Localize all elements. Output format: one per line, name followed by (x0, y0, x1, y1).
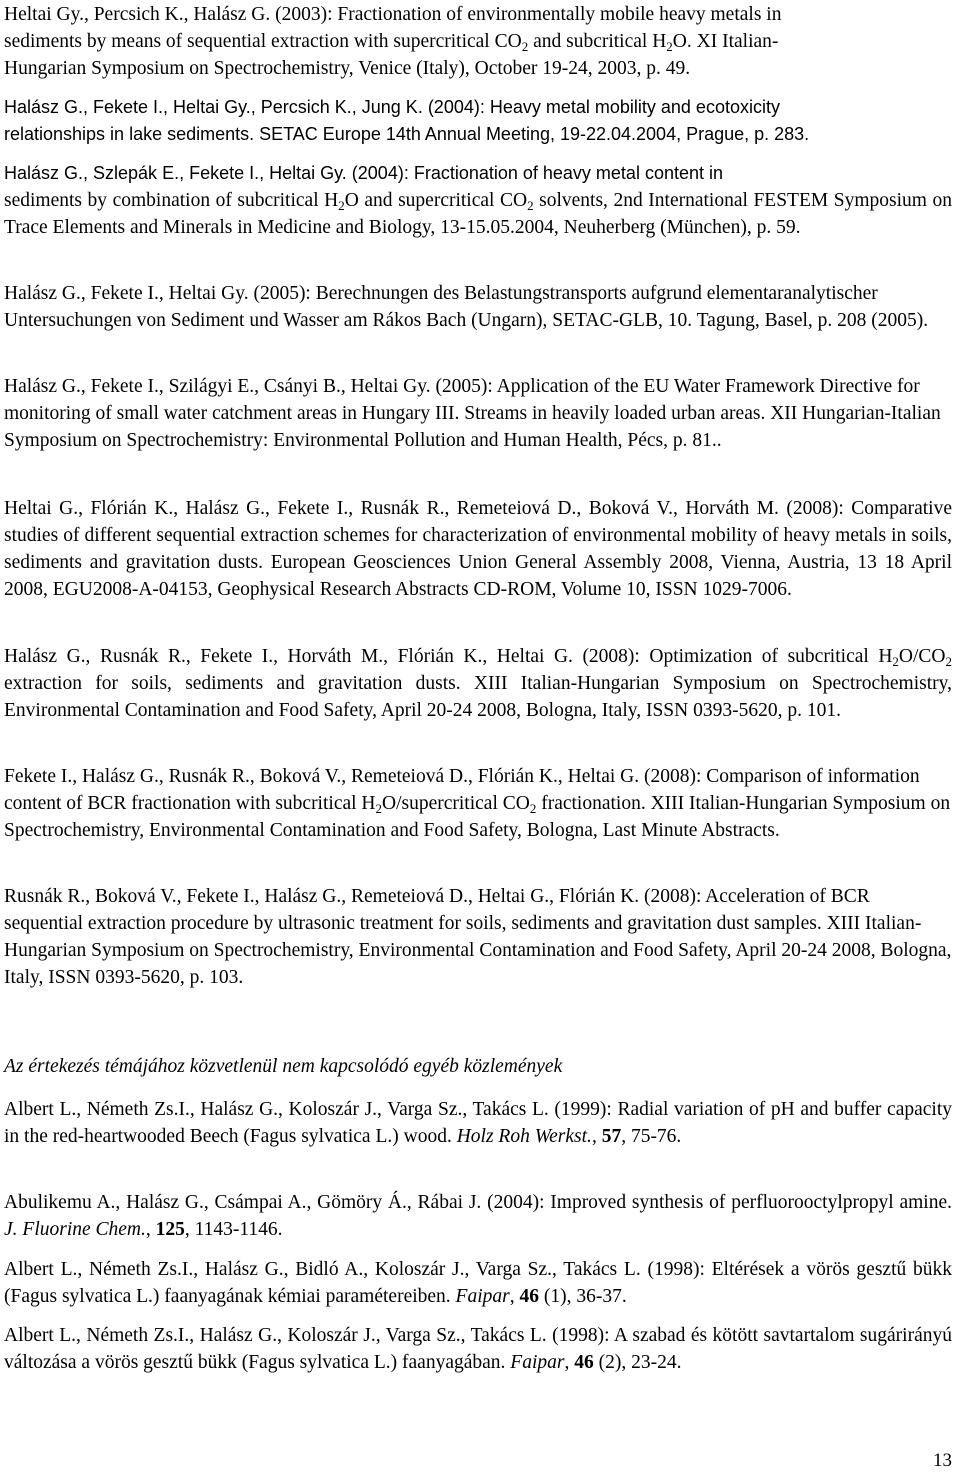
volume: 46 (519, 1286, 539, 1307)
volume: 125 (155, 1219, 185, 1240)
reference-entry (4, 495, 952, 603)
reference-entry (4, 1322, 952, 1376)
reference-entry (4, 883, 952, 991)
reference-text: Abulikemu A., Halász G., Csámpai A., Gömöry Á., Rábai J. (2004): Improved synthesis of perfluorooctylpropyl amine. J. Fluorine Chem., 125, 1143-1146. (4, 1192, 952, 1240)
reference-line: Hungarian Symposium on Spectrochemistry, Venice (Italy), October 19-24, 2003, p. 49. (4, 58, 691, 79)
journal-name: J. Fluorine Chem. (4, 1219, 146, 1240)
reference-entry (4, 160, 952, 241)
journal-name: Faipar (455, 1286, 510, 1307)
reference-line: sediments by means of sequential extraction with supercritical $CO_2$ and subcritical $H_2O$. XI Italian- (4, 31, 779, 54)
reference-text: Rusnák R., Boková V., Fekete I., Halász G., Remeteiová D., Heltai G., Flórián K. (2008): Acceleration of BCR sequential extraction procedure by ultrasonic treatment for soils, sediments and gravitation dust samples. XIII Italian-Hungarian Symposium on Spectrochemistry, Environmental Contamination and Food Safety, April 20-24 2008, Bologna, Italy, ISSN 0393-5620, p. 103. (4, 886, 952, 988)
reference-line: Halász G., Szlepák E., Fekete I., Heltai Gy. (2004): Fractionation of heavy metal content in (4, 163, 723, 183)
reference-entry (4, 1189, 952, 1243)
page-number: 13 (933, 1450, 952, 1471)
reference-entry (4, 643, 952, 724)
reference-line: Halász G., Fekete I., Heltai Gy., Percsich K., Jung K. (2004): Heavy metal mobility and ecotoxicity (4, 97, 780, 117)
reference-text: sediments by combination of subcritical $H_2O$ and supercritical $CO_2$ solvents, 2nd International FESTEM Symposium on Trace Elements and Minerals in Medicine and Biology, 13-15.05.2004, Neuherberg (München), p. 59. (4, 190, 952, 238)
reference-text: Albert L., Németh Zs.I., Halász G., Koloszár J., Varga Sz., Takács L. (1999): Radial variation of pH and buffer capacity in the red-heartwooded Beech (Fagus sylvatica L.) wood. Holz Roh Werkst., 57, 75-76. (4, 1099, 952, 1147)
reference-entry (4, 1096, 952, 1150)
reference-entry (4, 763, 952, 844)
journal-name: Holz Roh Werkst. (456, 1126, 592, 1147)
journal-name: Faipar (510, 1352, 565, 1373)
reference-entry (4, 373, 952, 454)
reference-entry (4, 280, 952, 334)
reference-text: Heltai G., Flórián K., Halász G., Fekete I., Rusnák R., Remeteiová D., Boková V., Horváth M. (2008): Comparative studies of different sequential extraction schemes for characterization of environmental mobility of heavy metals in soils, sediments and gravitation dusts. European Geosciences Union General Assembly 2008, Vienna, Austria, 13 18 April 2008, EGU2008-A-04153, Geophysical Research Abstracts CD-ROM, Volume 10, ISSN 1029-7006. (4, 498, 952, 600)
reference-text: Albert L., Németh Zs.I., Halász G., Koloszár J., Varga Sz., Takács L. (1998): A szabad és kötött savtartalom sugárirányú változása a vörös gesztű bükk (Fagus sylvatica L.) faanyagában. Faipar, 46 (2), 23-24. (4, 1325, 952, 1373)
volume: 57 (601, 1126, 622, 1147)
reference-text: Halász G., Fekete I., Heltai Gy. (2005): Berechnungen des Belastungstransports aufgrund elementaranalytischer Untersuchungen von Sediment und Wasser am Rákos Bach (Ungarn), SETAC-GLB, 10. Tagung, Basel, p. 208 (2005). (4, 283, 929, 331)
section-heading: Az értekezés témájához közvetlenül nem kapcsolódó egyéb közlemények (4, 1056, 563, 1077)
reference-text: Halász G., Rusnák R., Fekete I., Horváth M., Flórián K., Heltai G. (2008): Optimization of subcritical $H_2O/CO_2$ extraction for soils, sediments and gravitation dusts. XIII Italian-Hungarian Symposium on Spectrochemistry, Environmental Contamination and Food Safety, April 20-24 2008, Bologna, Italy, ISSN 0393-5620, p. 101. (4, 646, 952, 721)
volume: 46 (574, 1352, 594, 1373)
reference-line: Heltai Gy., Percsich K., Halász G. (2003): Fractionation of environmentally mobile heavy metals in (4, 4, 782, 25)
reference-text: Fekete I., Halász G., Rusnák R., Boková V., Remeteiová D., Flórián K., Heltai G. (2008): Comparison of information content of BCR fractionation with subcritical $H_2O$/supercritical $CO_2$ fractionation. XIII Italian-Hungarian Symposium on Spectrochemistry, Environmental Contamination and Food Safety, Bologna, Last Minute Abstracts. (4, 766, 951, 841)
reference-text: Halász G., Fekete I., Szilágyi E., Csányi B., Heltai Gy. (2005): Application of the EU Water Framework Directive for monitoring of small water catchment areas in Hungary III. Streams in heavily loaded urban areas. XII Hungarian-Italian Symposium on Spectrochemistry: Environmental Pollution and Human Health, Pécs, p. 81.. (4, 376, 941, 451)
reference-entry (4, 1256, 952, 1310)
reference-line: relationships in lake sediments. SETAC Europe 14th Annual Meeting, 19-22.04.2004, Prague, p. 283. (4, 124, 810, 144)
reference-text: Albert L., Németh Zs.I., Halász G., Bidló A., Koloszár J., Varga Sz., Takács L. (1998): Eltérések a vörös gesztű bükk (Fagus sylvatica L.) faanyagának kémiai paramétereiben. Faipar, 46 (1), 36-37. (4, 1259, 952, 1307)
reference-entry (4, 1, 952, 82)
reference-entry (4, 94, 952, 148)
